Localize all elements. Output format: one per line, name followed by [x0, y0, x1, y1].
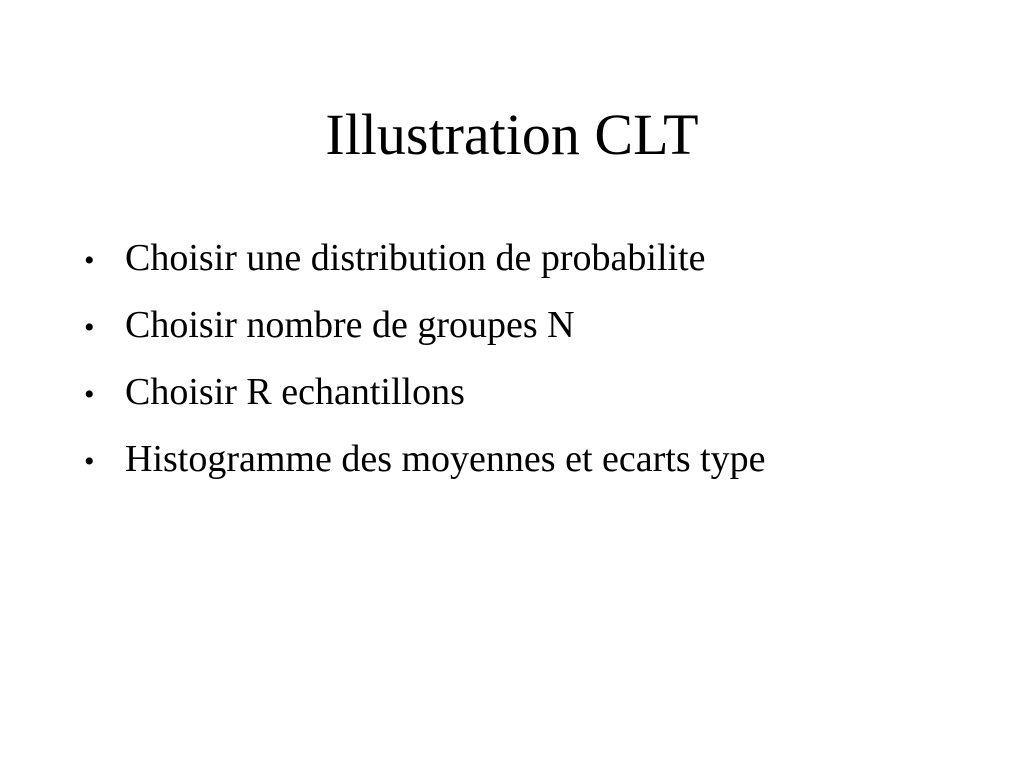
bullet-text: Choisir une distribution de probabilite [125, 237, 706, 279]
bullet-text: Choisir nombre de groupes N [125, 304, 575, 346]
list-item [84, 293, 766, 360]
list-item [84, 427, 766, 494]
bullet-marker: • [84, 244, 95, 277]
bullet-text: Choisir R echantillons [125, 371, 465, 413]
bullet-marker: • [84, 311, 95, 344]
bullet-text: Histogramme des moyennes et ecarts type [125, 438, 766, 480]
bullet-marker: • [84, 378, 95, 411]
list-item [84, 360, 766, 427]
list-item [84, 226, 766, 293]
bullet-list [84, 226, 766, 494]
slide-title: Illustration CLT [325, 102, 699, 167]
bullet-marker: • [84, 445, 95, 478]
